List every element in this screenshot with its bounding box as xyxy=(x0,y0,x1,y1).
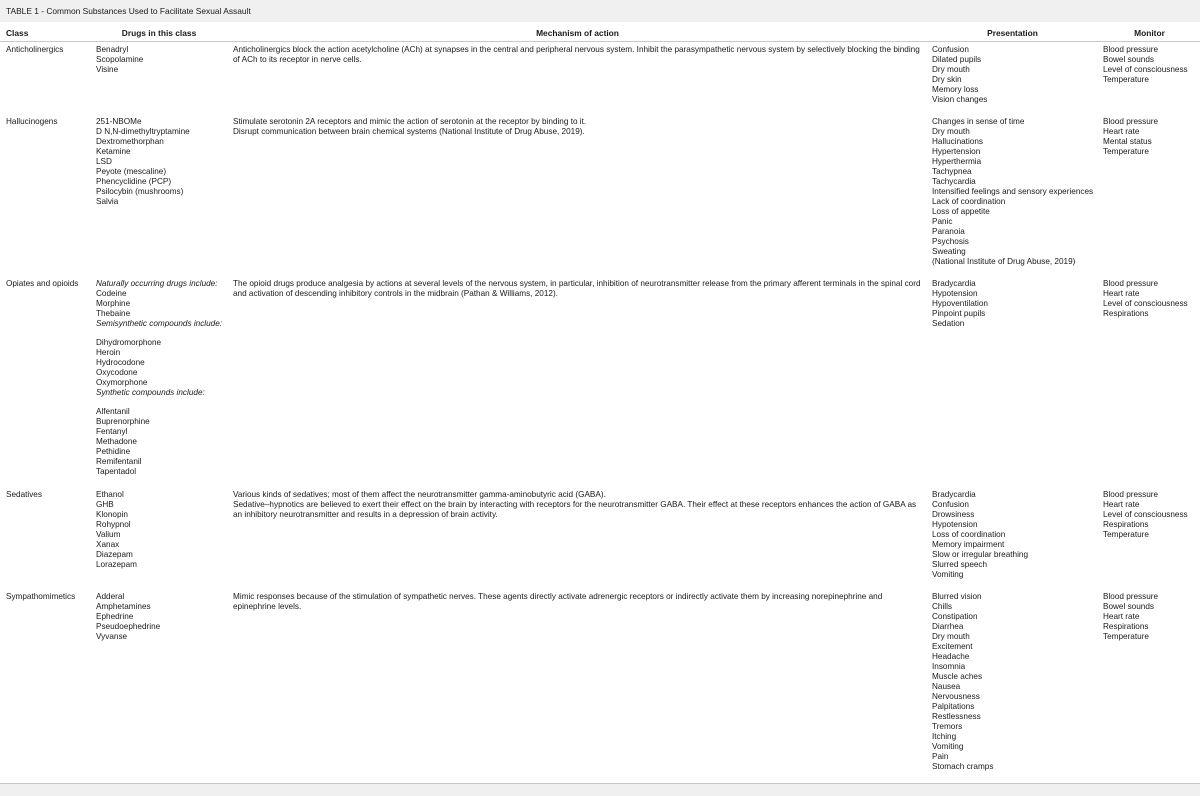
drug-item: LSD xyxy=(96,157,112,166)
monitor-cell xyxy=(1097,42,1200,115)
presentation-cell xyxy=(926,276,1097,487)
presentation-item: Hypotension xyxy=(932,289,978,298)
table-row xyxy=(0,42,1200,115)
presentation-item: Sweating xyxy=(932,247,966,256)
presentation-item: Diarrhea xyxy=(932,622,964,631)
header-monitor: Monitor xyxy=(1097,22,1200,42)
monitor-item: Respirations xyxy=(1103,309,1149,318)
drug-item: Dihydromorphone xyxy=(96,338,162,347)
presentation-item: Palpitations xyxy=(932,702,975,711)
drug-group-heading: Semisynthetic compounds include: xyxy=(96,319,223,328)
presentation-item: Hyperthermia xyxy=(932,157,982,166)
presentation-item: (National Institute of Drug Abuse, 2019) xyxy=(932,257,1076,266)
drug-item: Psilocybin (mushrooms) xyxy=(96,187,184,196)
presentation-item: Hypoventilation xyxy=(932,299,988,308)
mechanism-text: Various kinds of sedatives; most of them affect the neurotransmitter gamma-aminobutyric acid (GABA). xyxy=(233,490,606,499)
presentation-item: Memory loss xyxy=(932,85,979,94)
mechanism-text: Anticholinergics block the action acetylcholine (ACh) at synapses in the central and peripheral nervous system. Inhibit the parasympathetic nervous system by selectively blocking the binding of ACh to its receptor in nerve cells. xyxy=(233,45,920,64)
mechanism-text: Disrupt communication between brain chemical systems (National Institute of Drug Abuse, 2019). xyxy=(233,127,585,136)
drug-item: Remifentanil xyxy=(96,457,142,466)
presentation-item: Loss of appetite xyxy=(932,207,990,216)
drug-item: Oxymorphone xyxy=(96,378,148,387)
table-row xyxy=(0,114,1200,276)
monitor-item: Heart rate xyxy=(1103,289,1140,298)
monitor-item: Blood pressure xyxy=(1103,490,1159,499)
footer-bar xyxy=(0,784,1200,796)
presentation-item: Slurred speech xyxy=(932,560,988,569)
presentation-item: Intensified feelings and sensory experiences xyxy=(932,187,1094,196)
monitor-item: Blood pressure xyxy=(1103,117,1159,126)
table-title: TABLE 1 - Common Substances Used to Facilitate Sexual Assault xyxy=(6,6,251,16)
class-cell: Anticholinergics xyxy=(6,45,64,54)
drug-group-heading: Synthetic compounds include: xyxy=(96,388,205,397)
monitor-cell xyxy=(1097,276,1200,487)
monitor-cell xyxy=(1097,589,1200,779)
header-mechanism: Mechanism of action xyxy=(227,22,926,42)
table-caption xyxy=(0,0,1200,22)
drug-item: Dextromethorphan xyxy=(96,137,164,146)
drug-item: Adderal xyxy=(96,592,125,601)
presentation-item: Chills xyxy=(932,602,953,611)
presentation-item: Panic xyxy=(932,217,953,226)
monitor-item: Level of consciousness xyxy=(1103,65,1188,74)
drug-item: Heroin xyxy=(96,348,121,357)
monitor-item: Blood pressure xyxy=(1103,279,1159,288)
monitor-item: Level of consciousness xyxy=(1103,299,1188,308)
mechanism-cell xyxy=(227,114,926,276)
drug-item: Fentanyl xyxy=(96,427,128,436)
presentation-item: Insomnia xyxy=(932,662,966,671)
presentation-item: Blurred vision xyxy=(932,592,982,601)
mechanism-cell xyxy=(227,589,926,779)
monitor-item: Level of consciousness xyxy=(1103,510,1188,519)
presentation-item: Hallucinations xyxy=(932,137,983,146)
drug-item: Valium xyxy=(96,530,121,539)
presentation-item: Hypertension xyxy=(932,147,981,156)
mechanism-text: The opioid drugs produce analgesia by actions at several levels of the nervous system, in particular, inhibition of neurotransmitter release from the primary afferent terminals in the spinal cord and activation of descending inhibitory controls in the midbrain (Pathan & Williams, 2012). xyxy=(233,279,921,298)
presentation-item: Confusion xyxy=(932,500,969,509)
drugs-cell xyxy=(89,42,227,115)
drug-item: Vyvanse xyxy=(96,632,128,641)
table xyxy=(0,22,1200,779)
drug-item: Ketamine xyxy=(96,147,131,156)
monitor-item: Heart rate xyxy=(1103,500,1140,509)
presentation-item: Tachycardia xyxy=(932,177,976,186)
monitor-item: Respirations xyxy=(1103,520,1149,529)
monitor-item: Temperature xyxy=(1103,632,1149,641)
drug-item: Pseudoephedrine xyxy=(96,622,161,631)
drug-item: 251-NBOMe xyxy=(96,117,142,126)
drug-item: Ethanol xyxy=(96,490,124,499)
drug-item: Pethidine xyxy=(96,447,131,456)
presentation-item: Pain xyxy=(932,752,949,761)
drug-item: Oxycodone xyxy=(96,368,138,377)
monitor-item: Temperature xyxy=(1103,147,1149,156)
mechanism-cell xyxy=(227,276,926,487)
monitor-cell xyxy=(1097,487,1200,589)
drugs-cell xyxy=(89,589,227,779)
table-header xyxy=(0,22,1200,42)
drug-item: Peyote (mescaline) xyxy=(96,167,167,176)
drug-item: Visine xyxy=(96,65,119,74)
class-cell: Sedatives xyxy=(6,490,42,499)
mechanism-text: Sedative–hypnotics are believed to exert their effect on the brain by interacting with receptors for the neurotransmitter GABA. Their effect at these receptors enhances the action of GABA as an inhibitory neurotransmitter and results in a depression of brain activity. xyxy=(233,500,917,519)
presentation-cell xyxy=(926,487,1097,589)
monitor-item: Mental status xyxy=(1103,137,1152,146)
monitor-item: Temperature xyxy=(1103,75,1149,84)
mechanism-cell xyxy=(227,487,926,589)
monitor-item: Bowel sounds xyxy=(1103,55,1154,64)
presentation-item: Restlessness xyxy=(932,712,981,721)
presentation-item: Drowsiness xyxy=(932,510,975,519)
table-row xyxy=(0,276,1200,487)
presentation-item: Slow or irregular breathing xyxy=(932,550,1029,559)
monitor-item: Respirations xyxy=(1103,622,1149,631)
monitor-item: Heart rate xyxy=(1103,127,1140,136)
presentation-item: Dilated pupils xyxy=(932,55,982,64)
presentation-item: Bradycardia xyxy=(932,490,976,499)
drug-item: Xanax xyxy=(96,540,120,549)
drug-item: D N,N-dimethyltryptamine xyxy=(96,127,190,136)
header-row xyxy=(0,22,1200,42)
presentation-item: Changes in sense of time xyxy=(932,117,1025,126)
drug-group-heading: Naturally occurring drugs include: xyxy=(96,279,218,288)
drug-item: Buprenorphine xyxy=(96,417,150,426)
monitor-item: Bowel sounds xyxy=(1103,602,1154,611)
presentation-item: Paranoia xyxy=(932,227,965,236)
presentation-item: Nausea xyxy=(932,682,961,691)
drug-item: Tapentadol xyxy=(96,467,137,476)
class-cell: Sympathomimetics xyxy=(6,592,76,601)
presentation-item: Dry mouth xyxy=(932,632,970,641)
spacer xyxy=(96,398,223,407)
presentation-item: Psychosis xyxy=(932,237,969,246)
presentation-item: Headache xyxy=(932,652,970,661)
drug-item: Lorazepam xyxy=(96,560,137,569)
table-row xyxy=(0,487,1200,589)
presentation-item: Hypotension xyxy=(932,520,978,529)
drug-item: Phencyclidine (PCP) xyxy=(96,177,172,186)
drugs-cell xyxy=(89,487,227,589)
presentation-cell xyxy=(926,114,1097,276)
drug-item: Hydrocodone xyxy=(96,358,145,367)
presentation-item: Dry mouth xyxy=(932,127,970,136)
drug-item: Amphetamines xyxy=(96,602,151,611)
presentation-item: Memory impairment xyxy=(932,540,1005,549)
table-row xyxy=(0,589,1200,779)
presentation-item: Dry mouth xyxy=(932,65,970,74)
mechanism-cell xyxy=(227,42,926,115)
header-drugs: Drugs in this class xyxy=(89,22,227,42)
monitor-cell xyxy=(1097,114,1200,276)
drug-item: Thebaine xyxy=(96,309,131,318)
drug-item: Diazepam xyxy=(96,550,133,559)
drug-item: Ephedrine xyxy=(96,612,134,621)
presentation-item: Bradycardia xyxy=(932,279,976,288)
substances-table xyxy=(0,22,1200,779)
presentation-item: Vomiting xyxy=(932,570,964,579)
presentation-item: Confusion xyxy=(932,45,969,54)
drug-item: Benadryl xyxy=(96,45,129,54)
header-class: Class xyxy=(0,22,89,42)
monitor-item: Blood pressure xyxy=(1103,592,1159,601)
presentation-item: Tremors xyxy=(932,722,963,731)
presentation-cell xyxy=(926,589,1097,779)
drug-item: Klonopin xyxy=(96,510,128,519)
drug-item: Morphine xyxy=(96,299,131,308)
presentation-item: Muscle aches xyxy=(932,672,983,681)
presentation-item: Itching xyxy=(932,732,957,741)
header-presentation: Presentation xyxy=(926,22,1097,42)
monitor-item: Heart rate xyxy=(1103,612,1140,621)
presentation-item: Lack of coordination xyxy=(932,197,1006,206)
drugs-cell xyxy=(89,276,227,487)
presentation-cell xyxy=(926,42,1097,115)
presentation-item: Stomach cramps xyxy=(932,762,994,771)
presentation-item: Loss of coordination xyxy=(932,530,1006,539)
presentation-item: Sedation xyxy=(932,319,965,328)
presentation-item: Nervousness xyxy=(932,692,980,701)
presentation-item: Vision changes xyxy=(932,95,988,104)
drug-item: Codeine xyxy=(96,289,127,298)
drug-item: Scopolamine xyxy=(96,55,144,64)
class-cell: Opiates and opioids xyxy=(6,279,79,288)
monitor-item: Blood pressure xyxy=(1103,45,1159,54)
mechanism-text: Mimic responses because of the stimulation of sympathetic nerves. These agents directly activate adrenergic receptors or indirectly activate them by increasing norepinephrine and epinephrine levels. xyxy=(233,592,883,611)
drugs-cell xyxy=(89,114,227,276)
drug-item: Methadone xyxy=(96,437,137,446)
presentation-item: Dry skin xyxy=(932,75,962,84)
class-cell: Hallucinogens xyxy=(6,117,58,126)
mechanism-text: Stimulate serotonin 2A receptors and mimic the action of serotonin at the receptor by binding to it. xyxy=(233,117,587,126)
monitor-item: Temperature xyxy=(1103,530,1149,539)
drug-item: Alfentanil xyxy=(96,407,130,416)
drug-item: Rohypnol xyxy=(96,520,131,529)
drug-item: GHB xyxy=(96,500,114,509)
drug-item: Salvia xyxy=(96,197,119,206)
presentation-item: Pinpoint pupils xyxy=(932,309,986,318)
presentation-item: Constipation xyxy=(932,612,978,621)
spacer xyxy=(96,329,223,338)
presentation-item: Excitement xyxy=(932,642,973,651)
presentation-item: Tachypnea xyxy=(932,167,972,176)
presentation-item: Vomiting xyxy=(932,742,964,751)
